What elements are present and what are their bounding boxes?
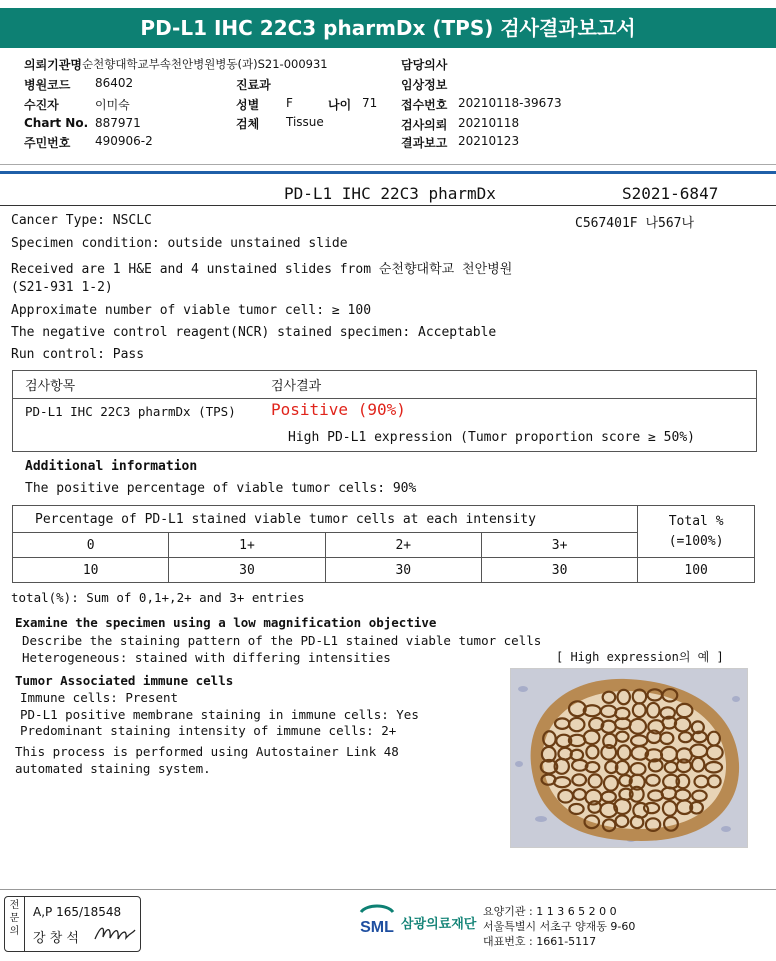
intensity-col-1: 1+: [169, 533, 325, 558]
report-title: PD-L1 IHC 22C3 pharmDx (TPS) 검사결과보고서: [0, 8, 776, 48]
run-control: Run control: Pass: [11, 347, 145, 362]
total-header-line1: Total %: [668, 513, 724, 529]
stamp-license: A,P 165/18548: [33, 905, 122, 919]
chart-label: Chart No.: [24, 116, 89, 130]
test-result: Positive (90%): [271, 400, 406, 419]
receipt-label: 접수번호: [401, 98, 448, 112]
immune-line1: Immune cells: Present: [20, 690, 179, 705]
additional-heading: Additional information: [25, 459, 198, 474]
request-value: 20210118: [458, 116, 520, 130]
viable-cells: Approximate number of viable tumor cell: ≥ 100: [11, 303, 372, 318]
org-phone: 대표번호 : 1661-5117: [483, 935, 597, 948]
cancer-type: Cancer Type: NSCLC: [11, 213, 152, 228]
process-line1: This process is performed using Autostainer Link 48: [15, 744, 399, 759]
specimen-condition: Specimen condition: outside unstained slide: [11, 236, 348, 251]
test-heading: PD-L1 IHC 22C3 pharmDx: [284, 184, 496, 203]
hospital-code-label: 병원코드: [24, 78, 71, 92]
sml-logo-icon: [357, 902, 397, 936]
age-label: 나이: [328, 98, 352, 112]
intensity-value-1: 30: [169, 558, 325, 583]
expression-level: High PD-L1 expression (Tumor proportion score ≥ 50%): [288, 430, 695, 445]
col-result-header: 검사결과: [271, 379, 322, 394]
intensity-value-2: 30: [325, 558, 481, 583]
id-label: 주민번호: [24, 136, 71, 150]
process-line2: automated staining system.: [15, 761, 211, 776]
low-mag-heading: Examine the specimen using a low magnification objective: [15, 615, 437, 630]
org-address: 서울특별시 서초구 양재동 9-60: [483, 920, 636, 933]
signature-icon: [93, 921, 137, 945]
doctor-label: 담당의사: [401, 58, 448, 72]
intensity-total: 100: [638, 558, 755, 583]
institution-value: 순천향대학교부속천안병원병동(과)S21-000931: [82, 57, 328, 71]
received-slides: Received are 1 H&E and 4 unstained slides from 순천향대학교 천안병원: [11, 262, 513, 277]
ncr-status: The negative control reagent(NCR) stained specimen: Acceptable: [11, 325, 497, 340]
receipt-value: 20210118-39673: [458, 96, 562, 110]
header-divider-thin: [0, 164, 776, 165]
age-value: 71: [362, 96, 378, 110]
total-header: [638, 506, 755, 558]
sml-logo: [357, 902, 397, 940]
specimen-label: 검체: [236, 117, 260, 131]
institution-label: 의뢰기관명: [24, 58, 82, 72]
intensity-col-2: 2+: [325, 533, 481, 558]
immune-heading: Tumor Associated immune cells: [15, 673, 234, 688]
result-box: [12, 370, 757, 452]
report-date-label: 결과보고: [401, 136, 448, 150]
result-box-divider: [13, 398, 756, 399]
report-date-value: 20210123: [458, 134, 520, 148]
intensity-value-0: 10: [13, 558, 169, 583]
positive-percentage: The positive percentage of viable tumor cells: 90%: [25, 481, 417, 496]
intensity-col-3: 3+: [481, 533, 637, 558]
low-mag-line1: Describe the staining pattern of the PD-L1 stained viable tumor cells: [22, 633, 542, 648]
org-name: 삼광의료재단: [401, 917, 477, 932]
request-label: 검사의뢰: [401, 118, 448, 132]
intensity-table: [12, 505, 755, 583]
stamp-vertical-text: 전문의: [9, 900, 20, 937]
stamp-name: 강 창 석: [33, 931, 79, 946]
org-code: 요양기관 : 1 1 3 6 5 2 0 0: [483, 905, 617, 918]
sex-value: F: [286, 96, 293, 110]
col-item-header: 검사항목: [25, 379, 76, 394]
intensity-table-header: Percentage of PD-L1 stained viable tumor cells at each intensity: [13, 506, 638, 533]
table-footnote: total(%): Sum of 0,1+,2+ and 3+ entries: [11, 590, 305, 605]
department-label: 진료과: [236, 78, 271, 92]
patient-value: 이미숙: [95, 98, 130, 112]
case-number: S2021-6847: [622, 184, 719, 203]
image-caption: [ High expression의 예 ]: [556, 650, 724, 664]
hospital-code-value: 86402: [95, 76, 134, 90]
clinical-label: 임상정보: [401, 78, 448, 92]
intensity-value-3: 30: [481, 558, 637, 583]
footer-divider: [0, 889, 776, 890]
pathologist-stamp: [4, 896, 141, 952]
body-divider: [0, 205, 776, 206]
patient-label: 수진자: [24, 98, 59, 112]
received-ref: (S21-931 1-2): [11, 280, 113, 295]
intensity-col-0: 0: [13, 533, 169, 558]
low-mag-line2: Heterogeneous: stained with differing intensities: [22, 650, 391, 665]
chart-value: 887971: [95, 116, 141, 130]
specimen-value: Tissue: [286, 115, 324, 129]
header-divider-blue: [0, 171, 776, 174]
immune-line2: PD-L1 positive membrane staining in immune cells: Yes: [20, 707, 419, 722]
test-item: PD-L1 IHC 22C3 pharmDx (TPS): [25, 404, 236, 419]
stamp-vertical-label: [5, 897, 25, 951]
sex-label: 성별: [236, 98, 260, 112]
total-header-line2: (=100%): [668, 533, 724, 549]
sml-logo-text: SML: [360, 919, 394, 936]
block-code: C567401F 나567나: [575, 216, 695, 231]
id-value: 490906-2: [95, 134, 153, 148]
tissue-micrograph-image: [510, 668, 748, 848]
immune-line3: Predominant staining intensity of immune cells: 2+: [20, 723, 397, 738]
